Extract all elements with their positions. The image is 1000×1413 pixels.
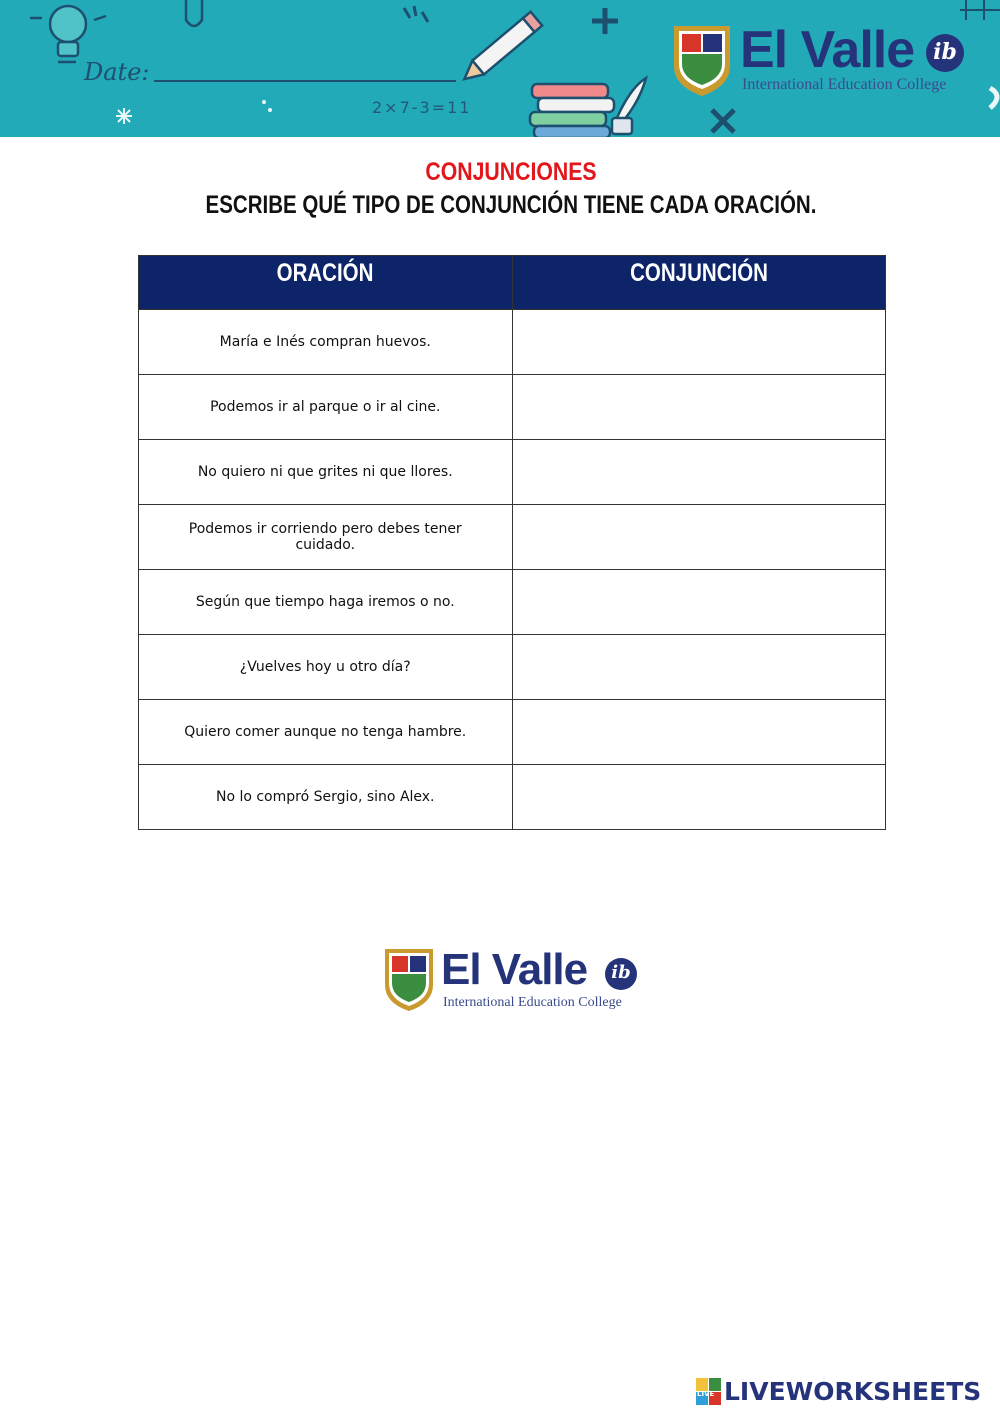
footer-brand-subtitle: International Education College [443, 995, 622, 1010]
sentence-cell: No lo compró Sergio, sino Alex. [139, 765, 513, 830]
table-row [139, 765, 886, 830]
answer-cell[interactable] [512, 765, 886, 830]
answer-cell[interactable] [512, 700, 886, 765]
worksheet-title: CONJUNCIONES [425, 158, 597, 186]
liveworksheets-logo-icon [696, 1378, 722, 1408]
crest-logo [674, 26, 730, 96]
date-label: Date: [84, 58, 150, 86]
table-row [139, 700, 886, 765]
svg-text:LIVE: LIVE [697, 1390, 715, 1398]
table-row [139, 440, 886, 505]
dash-marks-icon [404, 6, 428, 22]
footer-logo [383, 945, 653, 1015]
footer-brand-name: El Valle [441, 945, 588, 994]
sentence-cell: Podemos ir corriendo pero debes tener cuidado. [139, 505, 513, 570]
liveworksheets-watermark: LIVEWORKSHEETS [724, 1377, 982, 1406]
lightbulb-icon [30, 6, 106, 62]
sentence-cell: Podemos ir al parque o ir al cine. [139, 375, 513, 440]
table-row [139, 570, 886, 635]
footer-ib-badge: ib [605, 958, 637, 990]
answer-cell[interactable] [512, 310, 886, 375]
conjunction-table [138, 255, 886, 830]
brand-name: El Valle [740, 21, 915, 79]
table-row [139, 375, 886, 440]
grid-icon [960, 0, 1000, 20]
pencil-icon [459, 12, 543, 86]
books-icon [530, 84, 614, 137]
math-doodle: 2×7-3=11 [372, 98, 472, 117]
date-line [154, 80, 456, 82]
table-header-row [139, 256, 886, 310]
crest-logo [385, 949, 435, 1013]
paperclip-icon [186, 0, 202, 26]
answer-cell[interactable] [512, 440, 886, 505]
x-mark-icon [712, 110, 734, 132]
table-row [139, 505, 886, 570]
sentence-cell: Según que tiempo haga iremos o no. [139, 570, 513, 635]
table-row [139, 310, 886, 375]
sentence-cell: Quiero comer aunque no tenga hambre. [139, 700, 513, 765]
column-header-oracion: ORACIÓN [139, 256, 513, 310]
column-header-conjuncion: CONJUNCIÓN [512, 256, 886, 310]
answer-cell[interactable] [512, 505, 886, 570]
quill-icon [612, 78, 646, 134]
brand-subtitle: International Education College [742, 76, 947, 93]
sparkle-icon [116, 108, 132, 124]
answer-cell[interactable] [512, 635, 886, 700]
table-row [139, 635, 886, 700]
worksheet-instruction: ESCRIBE QUÉ TIPO DE CONJUNCIÓN TIENE CADA ORACIÓN. [205, 191, 817, 219]
answer-cell[interactable] [512, 375, 886, 440]
sentence-cell: No quiero ni que grites ni que llores. [139, 440, 513, 505]
answer-cell[interactable] [512, 570, 886, 635]
header-banner [0, 0, 1000, 137]
ib-badge: ib [926, 34, 964, 72]
plus-icon [592, 8, 618, 34]
sentence-cell: María e Inés compran huevos. [139, 310, 513, 375]
sentence-cell: ¿Vuelves hoy u otro día? [139, 635, 513, 700]
